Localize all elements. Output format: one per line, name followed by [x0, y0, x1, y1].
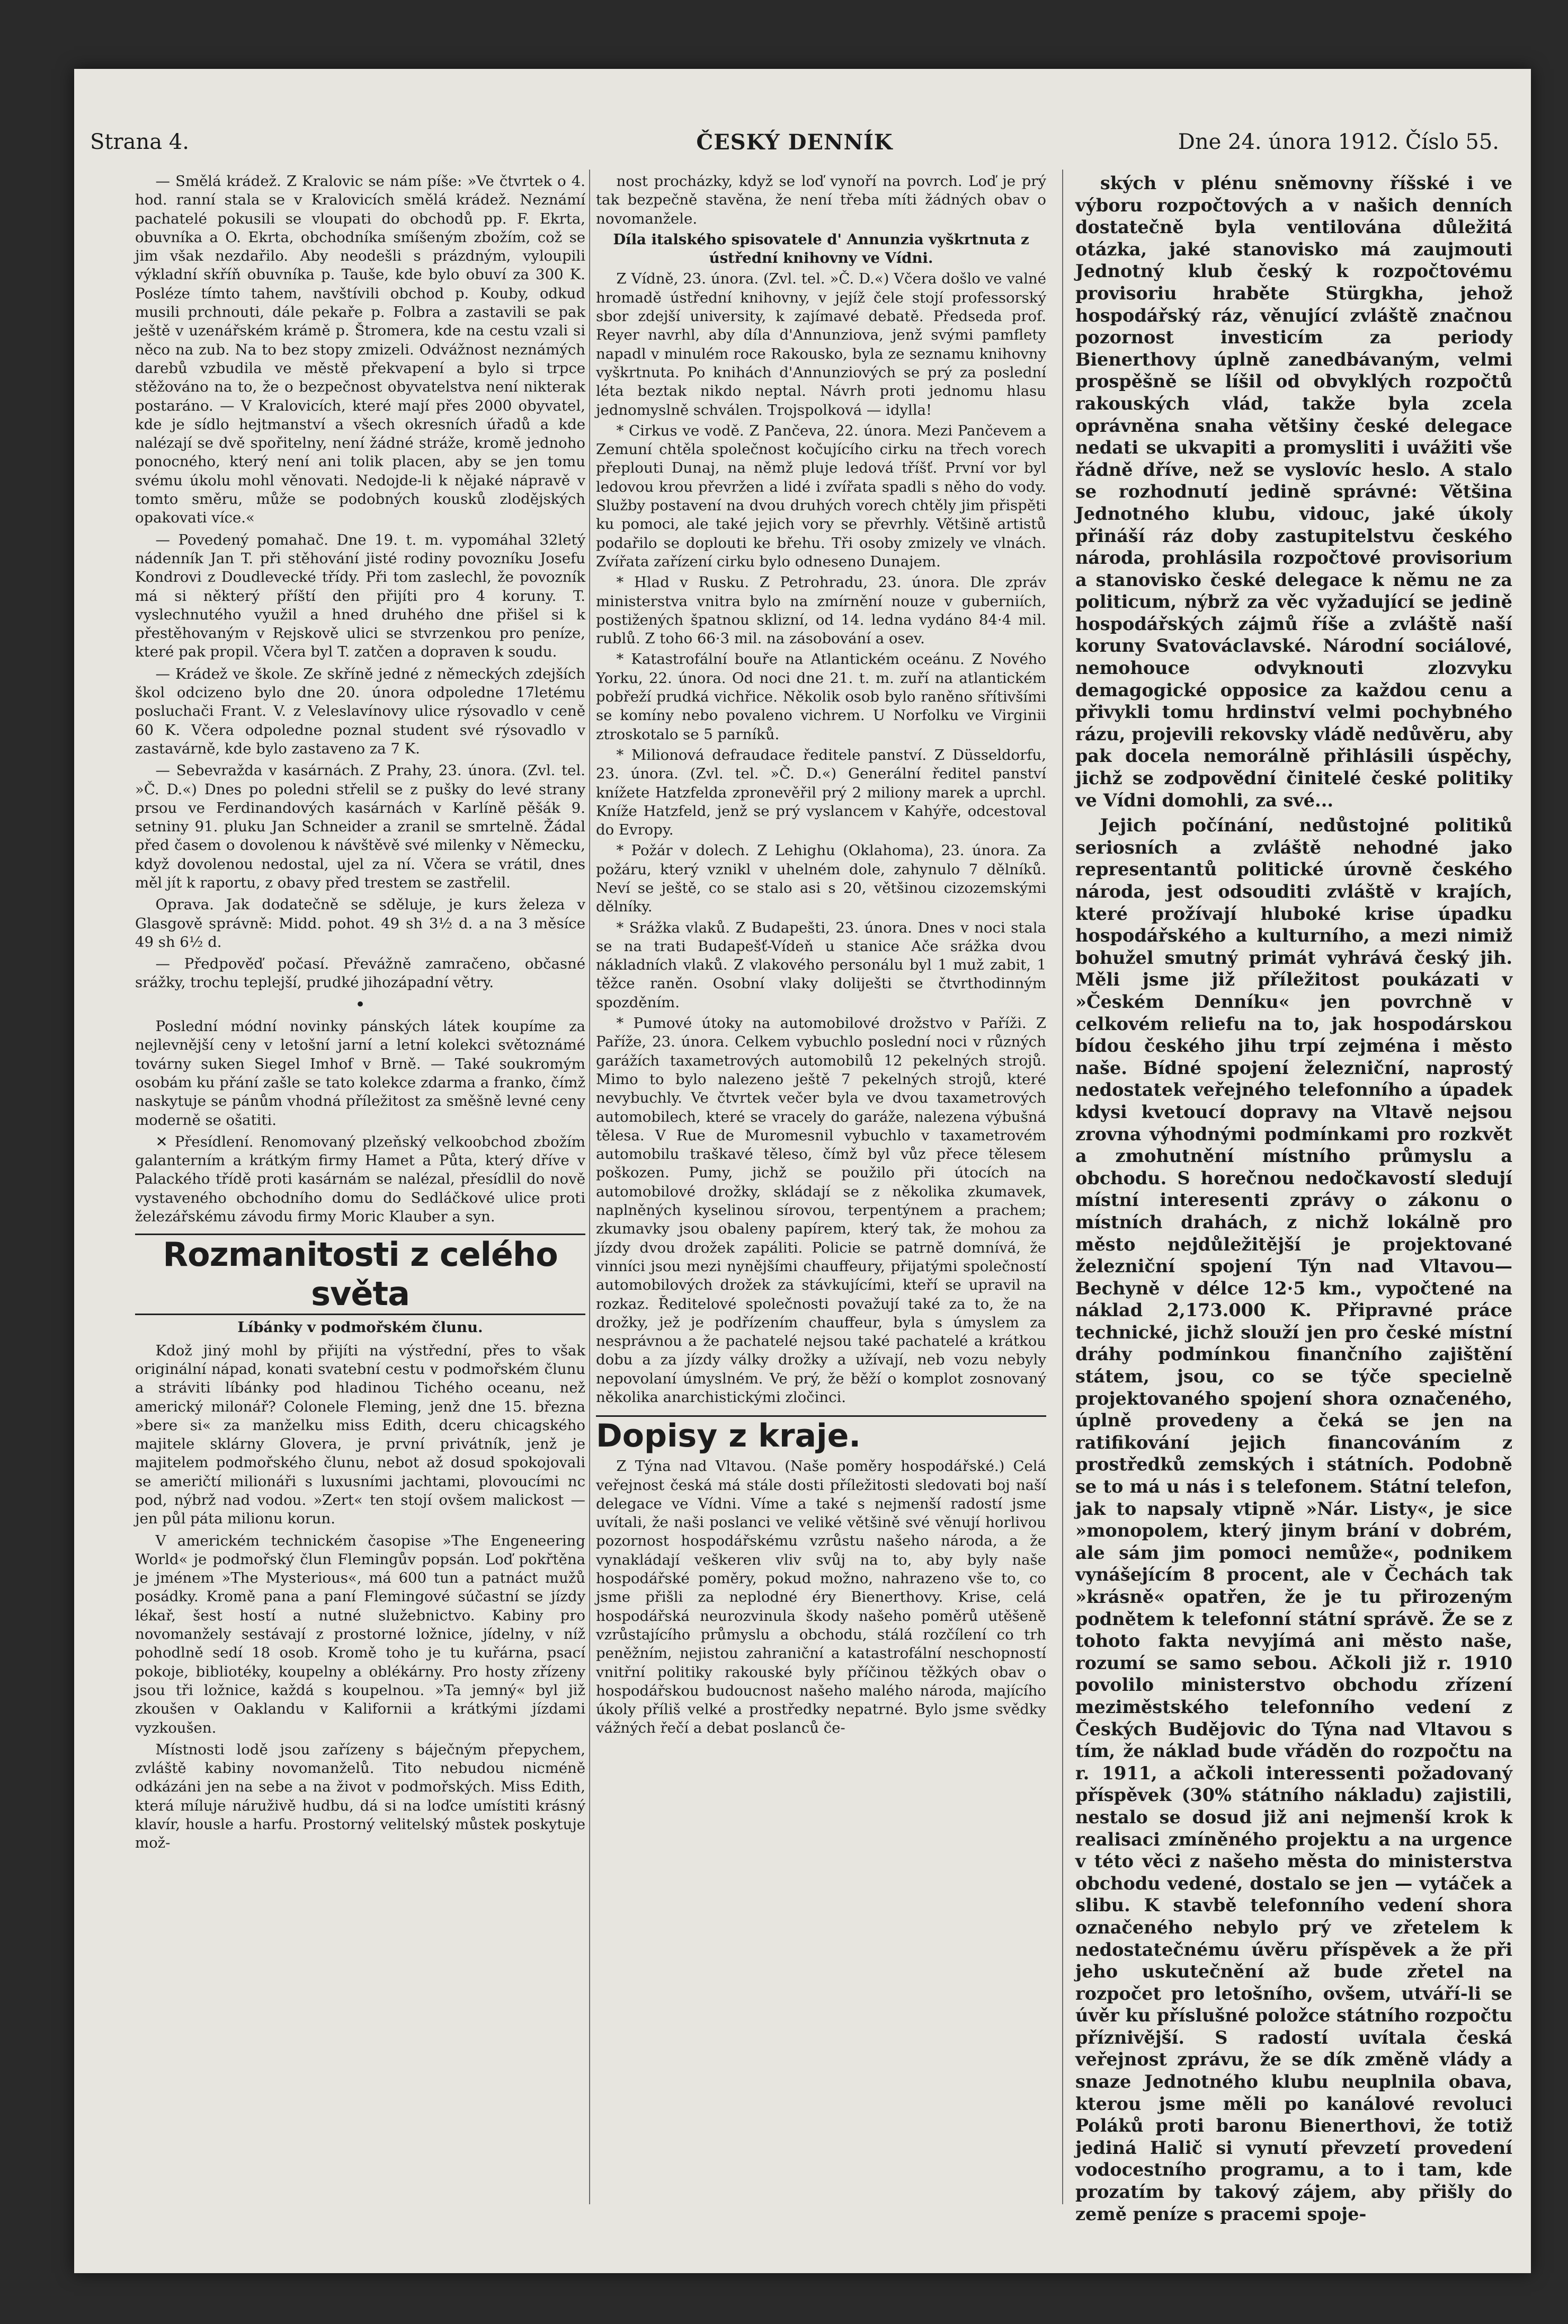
column-divider: [1062, 170, 1063, 2204]
article-annunzio: Z Vídně, 23. února. (Zvl. tel. »Č. D.«) Včera došlo ve valné hromadě ústřední knihovny, v jejíž čele stojí professorský sbor zdejší university, k zajímavé debatě. Předseda prof. Reyer navrhl, aby díla d'Annunziova, jenž svými pamflety napadl v minulém roce Rakousko, byla ze seznamu knihovny vyškrtnuta. Po knihách d'Annunziových se prý za poslední léta beztak nikdo neptal. Návrh proti jednomu hlasu jednomyslně schválen. Trojspolková — idylla!: [596, 270, 1046, 419]
article-tyn-nad-vltavou: Z Týna nad Vltavou. (Naše poměry hospodářské.) Celá veřejnost česká má stále dosti příležitosti sledovati boj naší delegace ve Vídni. Víme a také s nejmenší radostí jsme uvítali, že naši poslanci ve veliké většině své věnují horlivou pozornost hospodářskému vzrůstu našeho národa, a že vynakládají veškeren vliv svůj na to, aby byly naše hospodářské poměry, pokud možno, nahrazeno vše to, co jsme přišli za neplodné éry Bienerthovy. Krise, celá hospodářská neurozvinula škody našeho poměrů utěšeně vzrůstajícího průmyslu a obchodu, stálá rozčílení co trh peněžním, nejistou zahraniční a katastrofální neschopností vnitřní politiky rakouské byly příčinou těžkých obav o hospodářskou budoucnost našeho malého národa, majícího úkoly příliš velké a prostředky nepatrné. Bylo jsme svědky vážných řečí a debat poslanců če-: [596, 1458, 1046, 1737]
article-srazka-vlaku: * Srážka vlaků. Z Budapešti, 23. února. Dnes v noci stala se na trati Budapešť-Vídeň u stanice Ače srážka dvou nákladních vlaků. Z vlakového personálu byl 1 muž zabit, 1 těžce raněn. Osobní vlaky doliješti se čtvrthodinným spozděním.: [596, 919, 1046, 1011]
article-predpoved-pocasi: — Předpověď počasí. Převážně zamračeno, občasné srážky, trochu teplejší, prudké jihozápadní větry.: [135, 955, 585, 991]
page-header: [90, 130, 1499, 162]
article-oprava: Oprava. Jak dodatečně se sděluje, je kurs železa v Glasgově správně: Midd. pohot. 49 sh 3½ d. a na 3 měsíce 49 sh 6½ d.: [135, 896, 585, 951]
column-1: [135, 172, 585, 2202]
article-headline-libanky: Líbánky v podmořském člunu.: [237, 1319, 483, 1336]
advert-presidleni: ✕ Přesídlení. Renomovaný plzeňský velkoobchod zbožím galanterním a krátkým firmy Hamet a Půta, který dříve v Palackého třídě proti kasárnám se nalézal, přesídlil do nově vystaveného obchodního domu do Sedláčkové ulice proti železářskému závodu firmy Moric Klauber a syn.: [135, 1133, 585, 1226]
article-libanky-cont: nost procházky, když se loď vynoří na povrch. Loď je prý tak bezpečně stavěna, že není třeba míti žádných obav o novomanžele.: [596, 173, 1046, 227]
issue-date: Dne 24. února 1912. Číslo 55.: [1178, 130, 1499, 154]
column-3: [1075, 172, 1512, 2224]
article-povedeny-pomahac: — Povedený pomahač. Dne 19. t. m. vypomáhal 32letý nádenník Jan T. při stěhování jisté rodiny povozníku Josefu Kondrovi z Doudlevecké třídy. Při tom zaslechl, že povozník má si některý příští den přijíti pro 4 koruny. T. vyslechnutého využil a hned druhého dne přišel si k přestěhovaným v Rejskově ulici se stvrzenkou pro peníze, které pak propil. Včera byl T. zatčen a dopraven k soudu.: [135, 531, 585, 661]
article-pumove-utoky: * Pumové útoky na automobilové drožstvo v Paříži. Z Paříže, 23. února. Celkem vybuchlo poslední noci v různých garážích taxametrových automobilů 12 pekelných strojů. Mimo to bylo nalezeno ještě 7 pekelných strojů, které nevybuchly. Ve čtvrtek večer byla ve dvou taxametrových automobilech, které se vracely do garáže, nalezena výbušná tělesa. V Rue de Muromesnil vybuchlo v taxametrovém automobilu traškavé těleso, čímž byl vůz přece tělesem poškozen. Pumy, jichž se použilo při útocích na automobilové drožky, skládají se z několika zkumavek, naplněných kyselinou sírovou, terpentýnem a prachem; zkumavky jsou obaleny papírem, který tak, že mohou za jízdy dvou drožek zapáliti. Policie se patrně domnívá, že vinníci jsou mezi nynějšími chauffeury, přijatými společností automobilových drožek za stávkujícími, kteří se upravil na rozkaz. Ředitelové společnosti považují také za to, že na drožky, jež je podřízením chauffeur, byla s úmyslem za nesprávnou a že pachatelé nejsou také pachatelé a krátkou dobu a za jízdy války drožky a užívají, neb vozu nebyly nepovolaní úmyslném. Ve prý, že běží o komplot zosnovaný několika anarchistickými zločinci.: [596, 1015, 1046, 1406]
article-libanky-p2: V americkém technickém časopise »The Engeneering World« je podmořský člun Flemingův popsán. Loď pokřtěna je jménem »The Mysterious«, má 600 tun a patnáct mužů posádky. Kromě pana a paní Flemingové súčastní se jízdy lékař, šest hostí a nutné služebnictvo. Kabiny pro novomanžely sestávají z prostorné ložnice, jídelny, v níž pohodlně sedí 18 osob. Kromě toho je tu kuřárna, psací pokoje, bibliotéky, koupelny a oblékárny. Pro hosty zřízeny jsou tři ložnice, každá s koupelnou. »Ta jemný« byl již zkoušen v Oaklandu v Kalifornii a krátkými jízdami vyzkoušen.: [135, 1532, 585, 1736]
article-kradez-ve-skole: — Krádež ve škole. Ze skříně jedné z německých zdejších škol odcizeno bylo dne 20. února odpoledne 17letému posluchači Frant. V. z Velеslavínovy ulice rýsovadlo v ceně 60 K. Včera odpoledne poznal student své rýsovadlo v zastavárně, kde bylo zastaveno za 7 K.: [135, 665, 585, 757]
article-smela-kradez: — Smělá krádež. Z Kralovic se nám píše: »Ve čtvrtek o 4. hod. ranní stala se v Kralovicích smělá krádež. Neznámí pachatelé pokusili se vloupati do obchodů pp. F. Ekrta, obuvníka a O. Ekrta, obchodníka smíšeným zbožím, což se jim však nezdařilo. Aby neodešli s prázdným, vyloupili výkladní skříň obuvníka p. Tauše, kde bylo obuví za 300 K. Posléze tímto tahem, navštívili obchod p. Kouby, odkud musili prchnouti, dále pekaře p. Folbra a zastavili se pak ještě v uzenářském krámě p. Štromera, kde na cestu vzali si něco na zub. Na to bez stopy zmizeli. Odvážnost neznámých darebů vzbudila ve městě překvapení a bylo si trpce stěžováno na to, že o bezpečnost obyvatelstva není nikterak postaráno. — V Kralovicích, které mají přes 2000 obyvatel, kde je sídlo hejtmanství a všech okresních úřadů a kde nalézají se dvě spořitelny, není žádné stráže, kromě jednoho ponocného, který není ani tolik placen, aby se jen tomu svému úkolu mohl věnovati. Nedojde-li k nějaké nápravě v tomto směru, může se podobných kousků zlodějských opakovati více.«: [135, 173, 585, 527]
separator-bullet: •: [355, 996, 365, 1013]
column-2: [596, 172, 1046, 2202]
article-sebevrazda: — Sebevražda v kasárnách. Z Prahy, 23. února. (Zvl. tel. »Č. D.«) Dnes po poledni střelil se z pušky do levé strany prsou ve Ferdinandových kasárnách v Karlíně pěšák 9. setniny 91. pluku Jan Schneider a zranil se smrtelně. Žádal před časem o dovolenou k návštěvě své milenky v Německu, když dovolenou nedostal, ujel za ní. Včera se vrátil, dnes měl jít k raportu, z obavy před trestem se zastřelil.: [135, 762, 585, 891]
article-libanky-p3: Místnosti lodě jsou zařízeny s báječným přepychem, zvláště kabiny novomanželů. Tito nebudou nicméně odkázáni jen na sebe a na život v podmořských. Miss Edith, která míluje náruživě hudbu, dá si na loďce umístiti krásný klavír, housle a harfu. Prostorný velitelský můstek poskytuje mož-: [135, 1741, 585, 1852]
article-hlad-v-rusku: * Hlad v Rusku. Z Petrohradu, 23. února. Dle zpráv ministerstva vnitra bylo na zmírnění nouze v guberniích, postižených špatnou sklizní, od 14. ledna vydáno 84·4 mil. rublů. Z toho 66·3 mil. na zásobování a osev.: [596, 574, 1046, 647]
advert-modni-novinky: Poslední módní novinky pánských látek koupíme za nejlevnější ceny v letošní jarní a letní kolekci světoznámé továrny suken Siegel Imhof v Brně. — Také soukromým osobám ku přání zašle se tato kolekce zdarma a franko, čímž naskytuje se pánům vhodná příležitost za směšně levné ceny moderně se ošatiti.: [135, 1018, 585, 1129]
column-divider: [589, 170, 590, 2204]
article-tyn-cont-1: ských v plénu sněmovny říšské i ve výboru rozpočtových a v našich denních dostatečně byla ventilována důležitá otázka, jaké stanovisko má zaujmouti Jednotný klub český k rozpočtovému provisoriu hraběte Stürgkha, jehož hospodářský ráz, věnující zvláště značnou pozornost investicím za periody Bienerthovy úplně zanedbávaným, velmi prospěšně se líšil od obvyklých rozpočtů rakouských vlád, takže byla zcela oprávněna snaha většiny české delegace nedati se ukvapiti a promysliti i uvážiti vše řádně dříve, než se vyslovíc heslo. A stalo se rozhodnutí jedině správné: Většina Jednotného klubu, vidouc, jaké úkoly přináší ráz doby zastupitelstvu českého národa, prohlásila rozpočtové provisorium a stanovisko české delegace k němu ne za politicum, nýbrž za věc vyžadující se jedině hospodářských zájmů říše a zvláště naší koruny Svatováclavské. Národní sociálové, nemohouce odvyknouti zlozvyku demagogické opposice za každou cenu a přivykli tomu hrdinství velmi pochybného rázu, projevili rekovsky vládě nedůvěru, aby pak docela nemorálně přihlásili úspěchy, jichž se zodpovědní činitelé české politiky ve Vídni domohli, za své...: [1075, 173, 1512, 811]
article-headline-annunzio: Díla italského spisovatele d' Annunzia vyškrtnuta z ústřední knihovny ve Vídni.: [613, 230, 1029, 267]
article-libanky-p1: Kdož jiný mohl by přijíti na výstřední, přes to však originální nápad, konati svatební cestu v podmořském člunu a stráviti líbánky pod hladinou Tichého oceanu, než americký milonář? Colonele Fleming, jenž dne 15. března »bere si« za manželku miss Edith, dceru chicagského majitele sklárny Glovera, je první privátník, jenž je majitelem podmořského člunu, nebot až dosud spokojovali se američtí milionáři s luxusními jachtami, plovoucími nc pod, nýbrž nad vodou. »Zert« ten stojí ovšem malickost — jen půl páta milionu korun.: [135, 1342, 585, 1528]
section-title-dopisy: Dopisy z kraje.: [596, 1415, 1046, 1455]
masthead-title: ČESKÝ DENNÍK: [696, 130, 893, 155]
article-tyn-cont-2: Jejich počínání, nedůstojné politiků seriosních a zvláště nehodné jako representantů politické úrovně českého národa, jest odsouditi zvláště v krajích, které prožívají hluboké krise úpadku hospodářského a kulturního, a mezi nimiž bohužel smutný primát vyhrává český jih. Měli jsme již příležitost poukázati v »Českém Denníku« jen povrchně v celkovém reliefu na to, jak hospodárskou bídou českého jihu trpí zejména i město naše. Bídné spojení železniční, naprostý nedostatek veřejného telefonního a úpadek kdysi kvetoucí dopravy na Vltavě nejsou zrovna výhodnými podmínkami pro rozkvět a zmohutnění místního průmyslu a obchodu. S horečnou nedočkavostí sledují místní interesenti zprávy o zákonu o místních drahách, z nichž lokálně pro město nejdůležitější je projektované železniční spojení Týn nad Vltavou—Bechyně v délce 12·5 km., vypočtené na náklad 2,173.000 K. Připravné práce technické, jichž slouží jen pro české místní dráhy podmínkou finančního zajištění státem, jsou, co se týče specielně projektovaného spojení shora označeného, úplně provedeny a čeká se jen na ratifikování jejich financováním z prostředků zemských i státních. Podobně se to má u nás i s telefonem. Státní telefon, jak to napsaly vtipně »Nár. Listy«, je sice »monopolem, který jinym brání v dobrém, ale sám jim pomoci nemůže«, podnikem vynášejícím 8 procent, ale v Čechách tak »krásně« opatřen, že je tu přirozeným podnětem k telefonní státní správě. Že se z tohoto fakta nevyjímá ani město naše, rozumí se samo sebou. Ačkoli již r. 1910 povolilo ministerstvo obchodu zřízení meziměstského telefonního vedení z Českých Budějovic do Týna nad Vltavou s tím, že náklad bude vřáděn do rozpočtu na r. 1911, a ačkoli interessenti požadovaný příspěvek (30% státního nákladu) zajistili, nestalo se dosud již ani nejmenší krok k realisaci zmíněného projektu a na urgence v této věci z našeho města do ministerstva obchodu vedené, dostalo se jen — vytáček a slibu. K stavbě telefonního vedení shora označeného nebylo prý ve zřetelem k nedostatečnému úvěru příspěvek a že při jeho uskutečnění až bude zřetel na rozpočet pro letošního, ovšem, utváří-li se úvěr ku příslušné položce státního rozpočtu příznivější. S radostí uvítala česká veřejnost zprávu, že se dík změně vlády a snaze Jednotného klubu neuplnila obava, kterou jsme měli po kanálové revoluci Poláků proti baronu Bienerthovi, že totiž jediná Halič si vynutí převzetí provedení vodocestního programu, a to i tam, kde prozatím by takový zájem, aby přišly do země peníze s pracemi spoje-: [1075, 815, 1512, 2224]
article-defraudace: * Milionová defraudace ředitele panství. Z Düsseldorfu, 23. února. (Zvl. tel. »Č. D.«) Generální ředitel panství knížete Hatzfelda zpronevěřil prý 2 miliony marek a uprchl. Kníže Hatzfeld, jenž se prý vyslancem v Kahýře, odcestoval do Evropy.: [596, 746, 1046, 839]
article-cirkus-ve-vode: * Cirkus ve vodě. Z Pančeva, 22. února. Mezi Pančevem a Zemuní chtěla společnost kočujícího cirku na třech vorech přeplouti Dunaj, na němž pluje ledová tříšť. První vor byl ledovou krou převržen a lidé i zvířata spadli s něho do vody. Služby postavení na dvou druhých vorech chtěly jim přispěti ku pomoci, ale také jejich vory se převrhly. Většině artistů podařilo se doplouti ke břehu. Tři osoby zmizely ve vlnách. Zvířata zařízení cirku bylo odneseno Dunajem.: [596, 422, 1046, 570]
article-boure-atlantik: * Katastrofální bouře na Atlantickém oceánu. Z Nového Yorku, 22. února. Od noci dne 21. t. m. zuří na atlantickém pobřeží prudká vichřice. Několik osob bylo raněno sřítivšími se komíny nebo povaleno vichrem. U Norfolku ve Virginii ztroskotalo se 5 parníků.: [596, 651, 1046, 743]
article-pozar-v-dolech: * Požár v dolech. Z Lehighu (Oklahoma), 23. února. Za požáru, který vznikl v uhelném dole, zahynulo 7 dělníků. Neví se ještě, co se stalo asi s 20, většinou cizozemskými dělníky.: [596, 842, 1046, 916]
section-title-rozmanitosti: Rozmanitosti z celého světa: [135, 1234, 585, 1315]
page-number: Strana 4.: [90, 130, 189, 154]
